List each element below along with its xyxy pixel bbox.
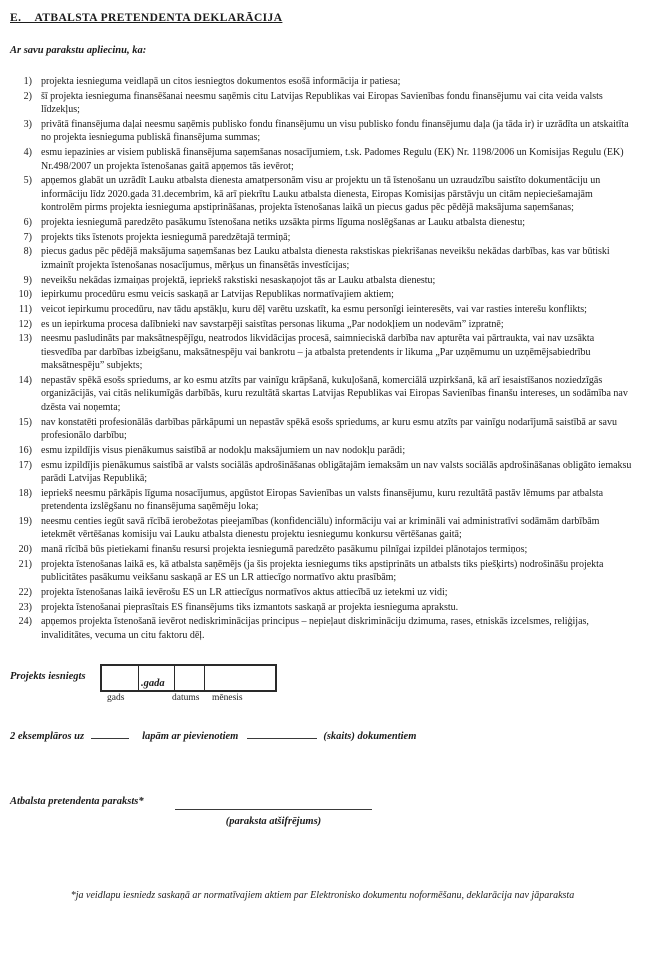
item-number: 8) [23,246,32,258]
section-heading: E. ATBALSTA PRETENDENTA DEKLARĀCIJA [10,12,283,24]
item-number: 5) [23,175,32,187]
declaration-item-3 [10,118,635,145]
declaration-item-24 [10,615,635,642]
year-input-box[interactable] [102,666,139,690]
item-number: 4) [23,147,32,159]
item-number: 24) [18,616,32,628]
copies-middle: lapām ar pievienotiem [142,731,239,743]
date-label: datums [172,693,200,704]
item-text: nepastāv spēkā esošs spriedums, ar ko esmu atzīts par vainīgu krāpšanā, kukuļošanā, komerciālā uzpirkšanā, kā arī iesaistīšanos noziedzīgās organizācijās, vai citās nelikumīgās darbībās, kuru rezultātā skartas Latvijas Republikas vai Eiropas Savienības finanšu intereses, un sodāmība nav dzēsta vai noņemta; [41,374,628,413]
declaration-item-20 [10,543,635,557]
month-input-box[interactable] [205,666,275,690]
item-number: 3) [23,118,32,130]
item-text: esmu izpildījis visus pienākumus saistībā ar nodokļu maksājumiem un nav nodokļu parādi; [41,444,406,456]
item-number: 20) [18,544,32,556]
declaration-item-17 [10,459,635,486]
declaration-item-8 [10,245,635,272]
item-number: 23) [18,601,32,613]
submission-label: Projekts iesniegts [10,671,86,683]
item-text: esmu izpildījis pienākumus saistībā ar valsts sociālās apdrošināšanas obligātajām iemaksām un nav valsts sociālās apdrošināšanas obligāto iemaksu parādi Latvijas Republikā; [41,459,632,484]
signature-line-blank[interactable] [175,796,372,810]
item-text: apņemos glabāt un uzrādīt Lauku atbalsta dienesta amatpersonām visu ar projektu un tā īstenošanu un uzraudzību saistīto dokumentāciju un informāciju līdz 2020.gada 31.decembrim, kā arī piekrītu Lauku atbalsta dienesta, Eiropas Komisijas pārstāvju un citām nepieciešamajām kontrolēm pirms projekta iesnieguma apstiprināšanas, projekta īstenošanas laikā un piecus gadus pēc pēdējā maksājuma saņemšanas; [41,175,601,214]
declaration-item-12 [10,318,635,332]
item-number: 12) [18,318,32,330]
item-text: projekts tiks īstenots projekta iesniegumā paredzētajā termiņā; [41,231,291,243]
item-text: projekta īstenošanas laikā ievērošu ES un LR attiecīgus normatīvos aktus attiecībā uz ietekmi uz vidi; [41,586,448,598]
declaration-item-9 [10,274,635,288]
item-text: neveikšu nekādas izmaiņas projektā, iepriekš rakstiski nesaskaņojot tās ar Lauku atbalsta dienestu; [41,274,436,286]
declaration-item-14 [10,374,635,415]
date-input-box[interactable] [175,666,205,690]
signature-row [10,796,635,827]
declaration-item-21 [10,558,635,585]
copies-row [10,727,635,742]
signature-caption: (paraksta atšifrējums) [225,816,322,828]
item-number: 22) [18,586,32,598]
declaration-item-11 [10,303,635,317]
item-text: piecus gadus pēc pēdējā maksājuma saņemšanas bez Lauku atbalsta dienesta rakstiskas piekrišanas neveikšu nekādas darbības, kas var būtiski izmainīt projekta īstenošanas nosacījumus, mērķus un finansētās investīcijas; [41,246,610,271]
declaration-item-6 [10,216,635,230]
item-number: 1) [23,76,32,87]
item-text: projekta iesniegumā paredzēto pasākumu īstenošana netiks uzsākta pirms līguma noslēgšanas ar Lauku atbalsta dienestu; [41,216,526,228]
item-text: iepirkumu procedūru esmu veicis saskaņā ar Latvijas Republikas normatīvajiem aktiem; [41,289,394,301]
declaration-item-19 [10,515,635,542]
item-text: esmu iepazinies ar visiem publiskā finansējuma saņemšanas nosacījumiem, t.sk. Padomes Regulu (EK) Nr. 1198/2006 un Komisijas Regulu (EK) Nr.498/2007 un projekta īstenošanas gaitā apņemos tās ievērot; [41,147,624,172]
item-number: 16) [18,444,32,456]
item-text: manā rīcībā būs pietiekami finanšu resursi projekta iesniegumā paredzēto pasākumu pilnīgai izpildei plānotajos termiņos; [41,544,528,556]
copies-prefix: 2 eksemplāros uz [10,731,85,743]
declaration-item-2 [10,90,635,117]
intro-statement: Ar savu parakstu apliecinu, ka: [10,45,147,56]
item-number: 11) [19,303,32,315]
item-text: privātā finansējuma daļai neesmu saņēmis publisko fondu finansējumu un visu publisko fondu finansējumu daļa (ja tāda ir) ir uzrādīta un atskaitīta no projekta iesnieguma publiskā finansējuma summas; [41,118,629,144]
item-text: nav konstatēti profesionālās darbības pārkāpumi un nepastāv spēkā esošs spriedums, ar kuru esmu atzīts par vainīgu nodarījumā saistībā ar savu profesionālo darbību; [41,416,617,442]
documents-count-blank[interactable] [247,727,317,739]
item-text: neesmu pasludināts par maksātnespējīgu, neatrodos likvidācijas procesā, saimnieciskā darbība nav apturēta vai pārtraukta, vai nav uzsākta tiesvedība par darbības izbeigšanu, maksātnespēju vai bankrotu – ja atbalsta pretendents ir likuma „Par uzņēmumu un uzņēmējsabiedrību maksātnespēju” subjekts; [41,333,595,372]
declaration-item-15 [10,416,635,443]
declaration-item-13 [10,332,635,373]
submission-date-row [10,664,635,706]
signature-line-wrap [175,796,372,827]
declaration-item-22 [10,586,635,600]
declaration-item-23 [10,601,635,615]
item-number: 15) [18,416,32,428]
declaration-item-16 [10,444,635,458]
item-text: projekta īstenošanas laikā es, kā atbalsta saņēmējs (ja šis projekta iesniegums tiks apstiprināts un atbalsts tiks piešķirts) nodrošināšu projekta publicitātes pasākumu veikšanu saskaņā ar ES un LR attiecīgo normatīvo aktu prasībām; [41,558,604,584]
item-text: es un iepirkuma procesa dalībnieki nav savstarpēji saistītas personas likuma „Par nodokļiem un nodevām” izpratnē; [41,318,504,330]
item-number: 19) [18,515,32,527]
month-label: mēnesis [212,693,243,704]
footnote: *ja veidlapu iesniedz saskaņā ar normatīvajiem aktiem par Elektronisko dokumentu noformēšanu, deklarācija nav jāparaksta [70,890,575,902]
pages-count-blank[interactable] [91,727,129,739]
item-text: neesmu centies iegūt savā rīcībā ierobežotas pieejamības (konfidenciālu) informāciju vai ar krimināli vai administratīvi sodāmām darbībām ietekmēt vērtēšanas komisiju vai Lauku atbalsta dienestu projektu iesniegumu konkursu vērtēšanas gaitā; [41,515,600,541]
declaration-item-10 [10,288,635,302]
item-number: 9) [23,274,32,286]
item-text: projekta īstenošanai pieprasītais ES finansējums tiks izmantots saskaņā ar projekta iesnieguma aprakstu. [41,601,459,613]
declaration-item-7 [10,231,635,245]
item-text: projekta iesnieguma veidlapā un citos iesniegtos dokumentos esošā informācija ir patiesa; [41,76,401,87]
item-number: 21) [18,558,32,570]
item-number: 17) [18,459,32,471]
item-text: apņemos projekta īstenošanā ievērot nediskriminācijas principus – nepieļaut diskrimināciju dzimuma, rases, etniskās izcelsmes, reliģijas, invaliditātes, vecuma un citu faktoru dēļ. [41,616,589,641]
item-number: 18) [18,487,32,499]
item-number: 14) [18,374,32,386]
declaration-item-18 [10,487,635,514]
declaration-item-1 [10,75,635,89]
item-number: 7) [23,231,32,243]
item-text: šī projekta iesnieguma finansēšanai neesmu saņēmis citu Latvijas Republikas vai Eiropas Savienības fondu finansējumu vai cita veida valsts līdzekļus; [41,90,603,116]
item-number: 2) [23,90,32,102]
copies-suffix: (skaits) dokumentiem [323,731,417,743]
declaration-item-5 [10,174,635,215]
item-number: 6) [23,216,32,228]
gada-cell: .gada [139,666,175,690]
year-label: gads [107,693,125,704]
item-number: 13) [18,333,32,345]
date-table-labels [100,692,277,706]
item-number: 10) [18,289,32,301]
declaration-list [10,75,635,642]
signature-label: Atbalsta pretendenta paraksts* [10,796,144,808]
declaration-item-4 [10,146,635,173]
date-table-grid [100,664,277,692]
item-text: iepriekš neesmu pārkāpis līguma nosacījumus, apgūstot Eiropas Savienības un valsts finansējumu, kuru rezultātā pastāv lēmums par atbalsta pretendenta izslēgšanu no finansējuma saņēmēju loka; [41,487,604,513]
item-text: veicot iepirkumu procedūru, nav tādu apstākļu, kuru dēļ varētu uzskatīt, ka esmu personīgi ieinteresēts, vai var rasties interešu konflikts; [41,303,587,315]
submission-date-table [100,664,277,706]
